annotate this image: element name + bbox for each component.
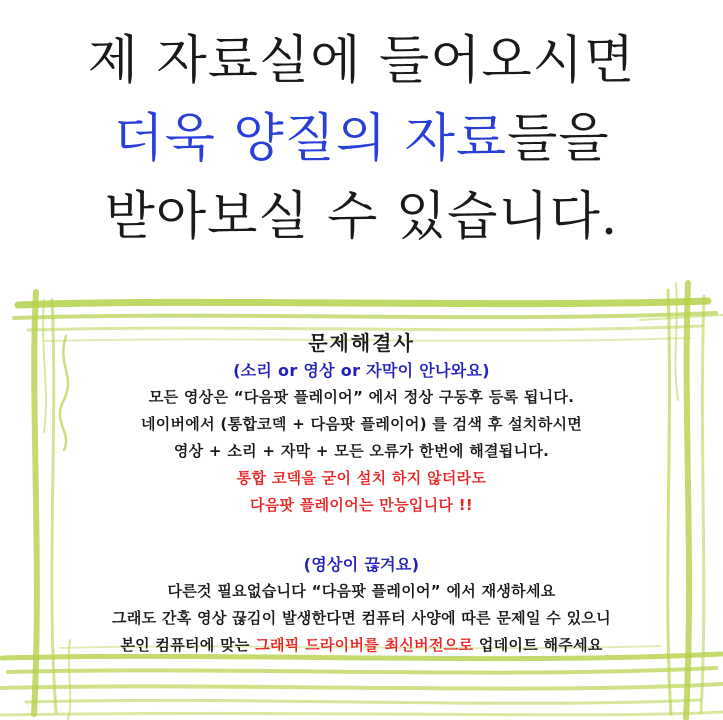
box-title: 문제해결사 — [308, 331, 415, 355]
headline-line-1: 제 자료실에 들어오시면 — [87, 31, 636, 91]
section2-line-3-red: 그래픽 드라이버를 최신버전으로 — [255, 636, 474, 654]
headline-line-2-black: 들을 — [507, 109, 610, 169]
section1-warning-2: 다음팟 플레이어는 만능입니다 !! — [249, 496, 474, 514]
section2-line-3-suffix: 업데이트 해주세요 — [473, 636, 603, 654]
section1-line-2: 네이버에서 (통합코덱 + 다음팟 플레이어) 를 검색 후 설치하시면 — [140, 415, 583, 433]
help-box — [0, 330, 723, 659]
headline-line-2-blue: 더욱 양질의 자료 — [113, 109, 508, 169]
headline — [0, 22, 723, 256]
section2-line-2: 그래도 간혹 영상 끊김이 발생한다면 컴퓨터 사양에 따른 문제일 수 있으니 — [112, 609, 611, 627]
section2-line-3-prefix: 본인 컴퓨터에 맞는 — [120, 636, 256, 654]
section2-heading: (영상이 끊겨요) — [303, 555, 420, 574]
section1-line-3: 영상 + 소리 + 자막 + 모든 오류가 한번에 해결됩니다. — [173, 442, 550, 460]
section2-line-1: 다른것 필요없습니다 “다음팟 플레이어” 에서 재생하세요 — [167, 582, 556, 600]
headline-line-3: 받아보실 수 있습니다. — [104, 187, 619, 247]
section1-warning-1: 통합 코덱을 굳이 설치 하지 않더라도 — [236, 469, 487, 487]
section1-heading: (소리 or 영상 or 자막이 안나와요) — [233, 361, 490, 380]
headline-line-2 — [0, 100, 723, 178]
section1-line-1: 모든 영상은 “다음팟 플레이어” 에서 정상 구동후 등록 됩니다. — [148, 388, 575, 406]
section2-line-3 — [0, 632, 723, 659]
